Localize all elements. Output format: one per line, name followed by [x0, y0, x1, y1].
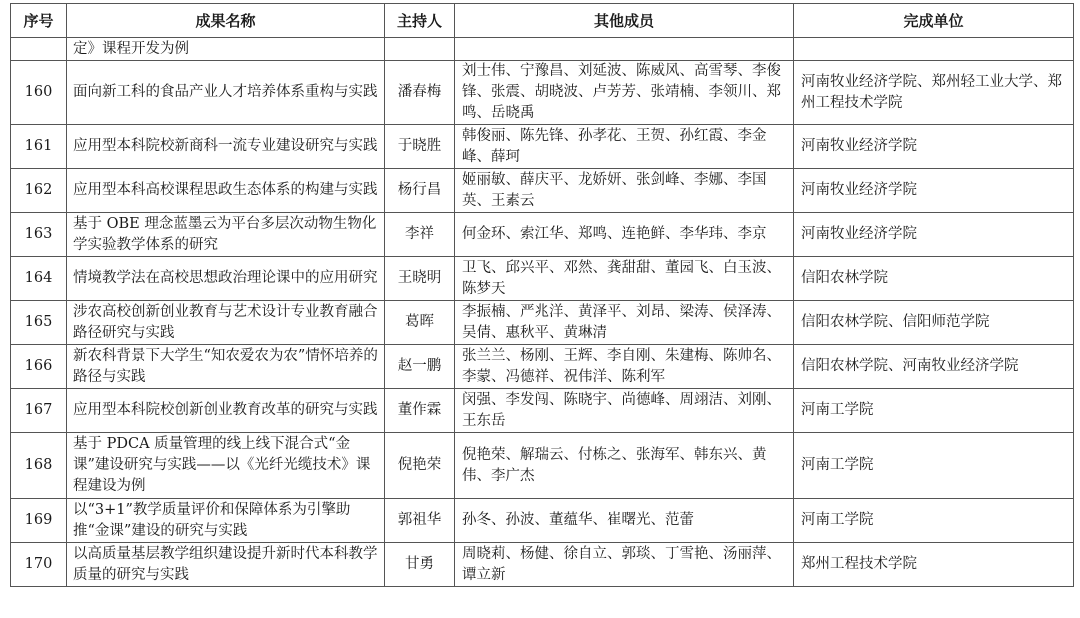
row-host: 潘春梅	[385, 61, 455, 125]
row-members: 姬丽敏、薛庆平、龙娇妍、张剑峰、李娜、李国英、王素云	[455, 169, 794, 213]
row-unit: 河南工学院	[794, 433, 1074, 499]
row-index: 170	[11, 543, 67, 587]
row-members: 卫飞、邱兴平、邓然、龚甜甜、董园飞、白玉波、陈梦天	[455, 257, 794, 301]
row-unit: 河南牧业经济学院	[794, 125, 1074, 169]
continuation-row	[11, 38, 1074, 61]
row-members: 张兰兰、杨刚、王辉、李自刚、朱建梅、陈帅名、李蒙、冯德祥、祝伟洋、陈利军	[455, 345, 794, 389]
row-name: 应用型本科院校新商科一流专业建设研究与实践	[67, 125, 385, 169]
row-name: 基于 OBE 理念蓝墨云为平台多层次动物生物化学实验教学体系的研究	[67, 213, 385, 257]
row-index: 166	[11, 345, 67, 389]
row-host: 董作霖	[385, 389, 455, 433]
row-index: 164	[11, 257, 67, 301]
row-members: 韩俊丽、陈先锋、孙孝花、王贺、孙红霞、李金峰、薛珂	[455, 125, 794, 169]
continuation-name: 定》课程开发为例	[67, 38, 385, 61]
row-unit: 信阳农林学院、信阳师范学院	[794, 301, 1074, 345]
continuation-host	[385, 38, 455, 61]
row-unit: 河南工学院	[794, 499, 1074, 543]
row-index: 168	[11, 433, 67, 499]
row-name: 应用型本科院校创新创业教育改革的研究与实践	[67, 389, 385, 433]
table-row	[11, 345, 1074, 389]
row-host: 葛晖	[385, 301, 455, 345]
table-header-row	[11, 4, 1074, 38]
row-name: 涉农高校创新创业教育与艺术设计专业教育融合路径研究与实践	[67, 301, 385, 345]
row-index: 163	[11, 213, 67, 257]
row-unit: 河南牧业经济学院、郑州轻工业大学、郑州工程技术学院	[794, 61, 1074, 125]
row-members: 闵强、李发闯、陈晓宇、尚德峰、周翊洁、刘刚、王东岳	[455, 389, 794, 433]
continuation-index	[11, 38, 67, 61]
row-name: 基于 PDCA 质量管理的线上线下混合式“金课”建设研究与实践——以《光纤光缆技术》课程建设为例	[67, 433, 385, 499]
table-row	[11, 499, 1074, 543]
table-row	[11, 169, 1074, 213]
table-row	[11, 543, 1074, 587]
row-unit: 河南牧业经济学院	[794, 213, 1074, 257]
row-index: 162	[11, 169, 67, 213]
table-row	[11, 433, 1074, 499]
row-name: 面向新工科的食品产业人才培养体系重构与实践	[67, 61, 385, 125]
row-host: 郭祖华	[385, 499, 455, 543]
row-host: 甘勇	[385, 543, 455, 587]
table-row	[11, 125, 1074, 169]
row-name: 新农科背景下大学生“知农爱农为农”情怀培养的路径与实践	[67, 345, 385, 389]
row-host: 赵一鹏	[385, 345, 455, 389]
header-unit: 完成单位	[794, 4, 1074, 38]
table-row	[11, 389, 1074, 433]
row-members: 孙冬、孙波、董蕴华、崔曙光、范蕾	[455, 499, 794, 543]
table-row	[11, 257, 1074, 301]
row-index: 169	[11, 499, 67, 543]
row-index: 167	[11, 389, 67, 433]
row-members: 李振楠、严兆洋、黄泽平、刘昂、梁涛、侯泽涛、吴倩、惠秋平、黄琳清	[455, 301, 794, 345]
row-members: 刘士伟、宁豫昌、刘延波、陈威风、高雪琴、李俊锋、张震、胡晓波、卢芳芳、张靖楠、李领川、郑鸣、岳晓禹	[455, 61, 794, 125]
row-host: 杨行昌	[385, 169, 455, 213]
row-host: 王晓明	[385, 257, 455, 301]
row-host: 倪艳荣	[385, 433, 455, 499]
row-members: 倪艳荣、解瑞云、付栋之、张海军、韩东兴、黄伟、李广杰	[455, 433, 794, 499]
row-host: 李祥	[385, 213, 455, 257]
row-unit: 郑州工程技术学院	[794, 543, 1074, 587]
awards-table	[10, 3, 1074, 587]
header-host: 主持人	[385, 4, 455, 38]
row-name: 以高质量基层教学组织建设提升新时代本科教学质量的研究与实践	[67, 543, 385, 587]
row-name: 应用型本科高校课程思政生态体系的构建与实践	[67, 169, 385, 213]
row-unit: 河南牧业经济学院	[794, 169, 1074, 213]
row-host: 于晓胜	[385, 125, 455, 169]
row-name: 以“3+1”教学质量评价和保障体系为引擎助推“金课”建设的研究与实践	[67, 499, 385, 543]
table-row	[11, 213, 1074, 257]
row-members: 何金环、索江华、郑鸣、连艳鲜、李华玮、李京	[455, 213, 794, 257]
continuation-members	[455, 38, 794, 61]
row-index: 165	[11, 301, 67, 345]
row-unit: 信阳农林学院、河南牧业经济学院	[794, 345, 1074, 389]
header-index: 序号	[11, 4, 67, 38]
header-members: 其他成员	[455, 4, 794, 38]
row-members: 周晓莉、杨健、徐自立、郭琰、丁雪艳、汤丽萍、谭立新	[455, 543, 794, 587]
row-unit: 河南工学院	[794, 389, 1074, 433]
row-unit: 信阳农林学院	[794, 257, 1074, 301]
row-index: 161	[11, 125, 67, 169]
header-name: 成果名称	[67, 4, 385, 38]
continuation-unit	[794, 38, 1074, 61]
row-name: 情境教学法在高校思想政治理论课中的应用研究	[67, 257, 385, 301]
table-row	[11, 301, 1074, 345]
row-index: 160	[11, 61, 67, 125]
table-row	[11, 61, 1074, 125]
